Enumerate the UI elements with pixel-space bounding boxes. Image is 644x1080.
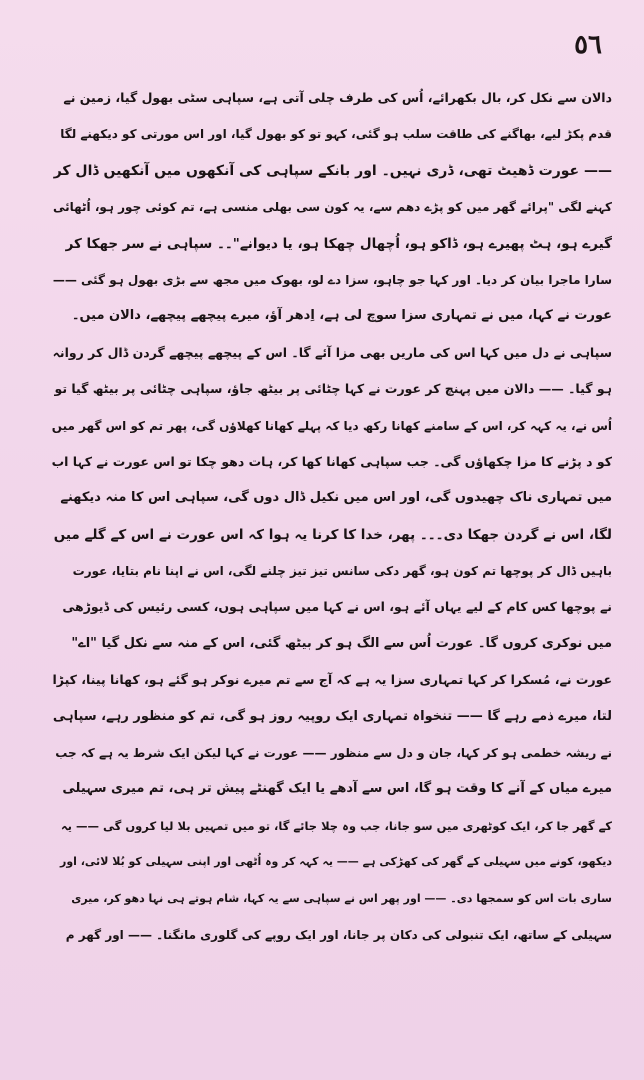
text-line: اُس نے، یہ کہہ کر، اس کے سامنے کھانا رکھ دیا کہ پہلے کھانا کھلاؤں گی، پھر تم کو اس گھر میں [52, 418, 612, 433]
text-line: دیکھو، کونے میں سہیلی کے گھر کی کھڑکی ہے —— یہ کہہ کر وہ اُٹھی اور اپنی سہیلی کو بُلا لائی، اور [59, 855, 612, 869]
text-line: سپاہی نے دل میں کہا اس کی ماریں بھی مزا آئے گا۔ اس کے پیچھے پیچھے گردن ڈال کر روانہ [52, 344, 612, 360]
text-line: میں تمہاری ناک چھیدوں گی، اور اس میں نکیل ڈال دوں گی، سپاہی اس کا منہ دیکھنے [60, 490, 612, 506]
text-line: میرے میاں کے آنے کا وقت ہو گا، اس سے آدھے یا ایک گھنٹے پیش تر ہی، تم میری سہیلی [62, 781, 612, 797]
text-line: کو د پڑنے کا مزا چکھاؤں گی۔ جب سپاہی کھانا کھا کر، ہات دھو چکا تو اس عورت نے کہا اب [52, 453, 612, 469]
text-line: باہیں ڈال کر پوچھا تم کون ہو، گھر دکی سانس تیز تیز چلنے لگی، اس نے اپنا نام بتایا، عورت [72, 564, 612, 579]
text-line: ہو گیا۔ —— دالان میں پہنچ کر عورت نے کہا چٹائی پر بیٹھ جاؤ، سپاہی چٹائی پر بیٹھ گیا تو [54, 381, 612, 397]
text-line: کہنے لگی "پرائے گھر میں کو پڑے دھم سے، یہ کون سی بھلی منسی ہے، تم کوئی چور ہو، اُٹھائی [52, 200, 612, 215]
body-text [52, 80, 612, 953]
text-line: کے گھر جا کر، ایک کوٹھری میں سو جانا، جب وہ چلا جائے گا، تو میں تمہیں بلا لیا کروں گی —— یہ [60, 818, 612, 833]
text-line: لتا، میرے ذمے رہے گا —— تنخواہ تمہاری ایک روپیہ روز ہو گی، تم کو منظور رہے، سپاہی [52, 708, 612, 724]
text-line: عورت نے، مُسکرا کر کہا تمہاری سزا یہ ہے کہ آج سے تم میرے نوکر ہو گئے ہو، کھانا پینا، کپڑا [52, 672, 612, 688]
text-line: قدم پکڑ لیے، بھاگنے کی طاقت سلب ہو گئی، کہو تو کو بھول گیا، اور اس مورتی کو دیکھنے لگا [60, 127, 612, 142]
text-line: نے پوچھا کس کام کے لیے یہاں آئے ہو، اس نے کہا میں سپاہی ہوں، کسی رئیس کی ڈیوڑھی [62, 599, 612, 615]
text-line: لگا، اس نے گردن جھکا دی۔۔۔ پھر، خدا کا کرنا یہ ہوا کہ اس عورت نے اس کے گلے میں [53, 526, 612, 543]
page-number: ٥٦ [574, 30, 602, 60]
text-line: —— عورت ڈھیٹ تھی، ڈری نہیں۔ اور بانکے سپاہی کی آنکھوں میں آنکھیں ڈال کر [53, 162, 612, 179]
text-line: عورت نے کہا، میں نے تمہاری سزا سوچ لی ہے، اِدھر آؤ، میرے پیچھے پیچھے، دالان میں۔ [71, 308, 612, 324]
text-line: سارا ماجرا بیان کر دیا۔ اور کہا جو چاہو، سزا دے لو، بھوک میں مجھ سے بڑی بھول ہو گئی —— [52, 272, 612, 287]
text-line: نے ریشہ خطمی ہو کر کہا، جان و دل سے منظور —— عورت نے کہا لیکن ایک شرط یہ ہے کہ جب [55, 746, 612, 761]
text-line: گیرے ہو، ہٹ پھیرے ہو، ڈاکو ہو، اُچھال چھکا ہو، یا دیوانے"۔۔ سپاہی نے سر جھکا کر [65, 235, 612, 252]
text-line: سہیلی کے ساتھ، ایک تنبولی کی دکان پر جانا، اور ایک روپے کی گلوری مانگنا۔ —— اور گھر م [65, 927, 612, 942]
text-line: ساری بات اس کو سمجھا دی۔ —— اور پھر اس نے سپاہی سے یہ کہا، شام ہوتے ہی نہا دھو کر، میری [71, 891, 612, 905]
text-line: میں نوکری کروں گا۔ عورت اُس سے الگ ہو کر بیٹھ گئی، اس کے منہ سے نکل گیا "اے" [71, 635, 612, 651]
text-line: دالان سے نکل کر، بال بکھرائے، اُس کی طرف چلی آتی ہے، سپاہی سٹی بھول گیا، زمین نے [63, 90, 612, 105]
